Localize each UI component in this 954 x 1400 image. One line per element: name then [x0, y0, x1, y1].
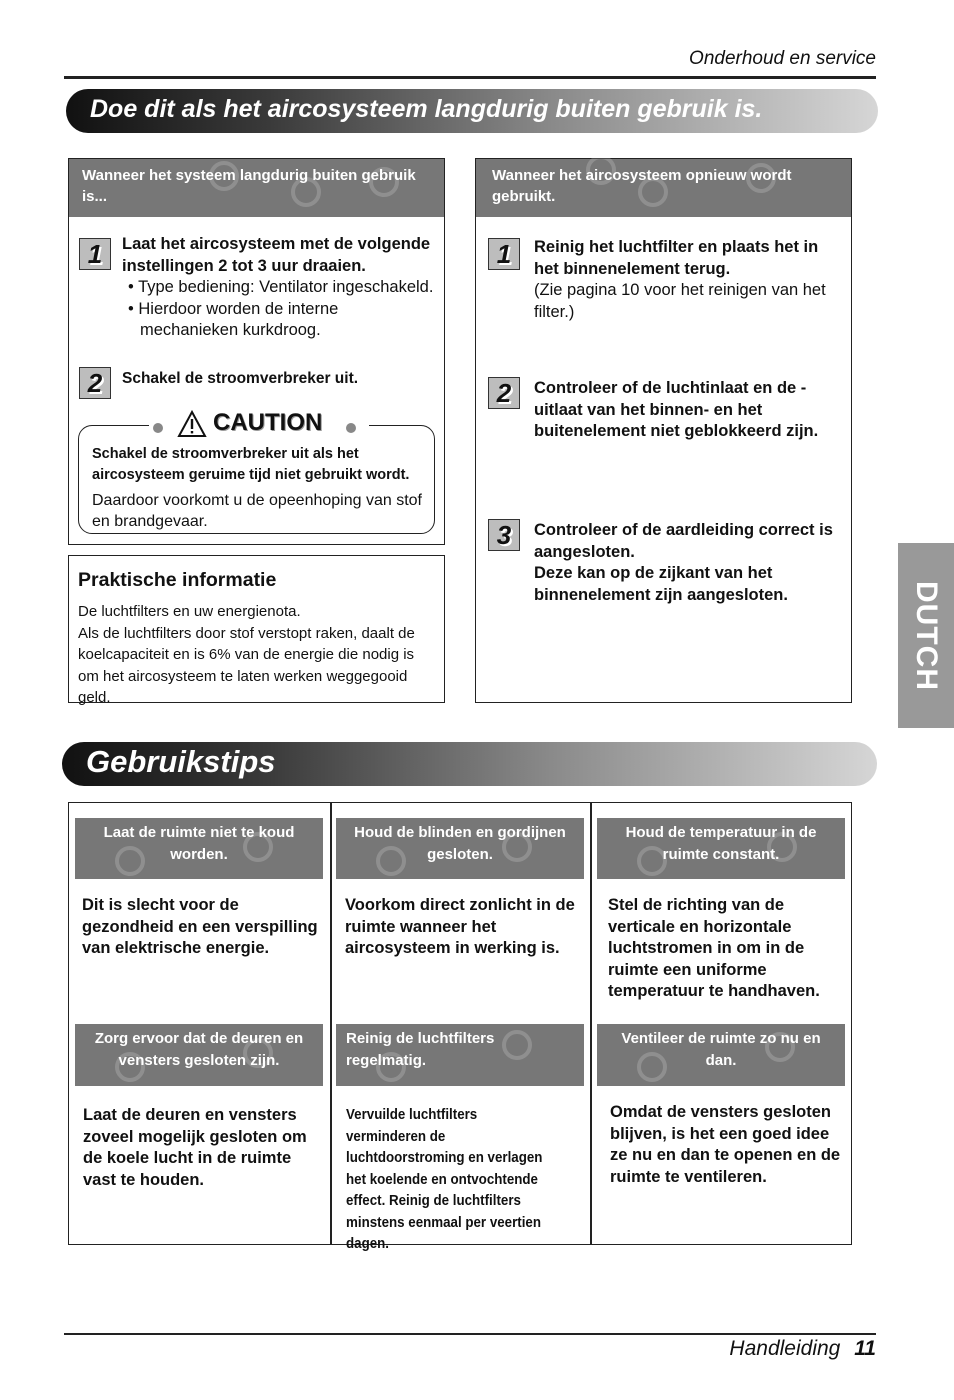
- step-2-text: Controleer of de luchtinlaat en de -uitlaat van het binnen- en het buitenelement niet geblokkeerd zijn.: [534, 379, 819, 440]
- tip-heading: [597, 1024, 845, 1086]
- tip-heading: [75, 1024, 323, 1086]
- tip-heading-text: Houd de temperatuur in de ruimte constant.: [625, 824, 817, 863]
- tip-heading: [75, 818, 323, 879]
- grid-divider: [590, 803, 592, 1244]
- step-3-text: Deze kan op de zijkant van het binnenelement zijn aangesloten.: [534, 564, 788, 604]
- swirl-decoration-icon: [115, 846, 145, 876]
- caution-box: [78, 409, 435, 534]
- step-1-note: (Zie pagina 10 voor het reinigen van het filter.): [534, 281, 826, 321]
- tip-text: Stel de richting van de verticale en horizontale luchtstromen in om in de ruimte een uniforme temperatuur te handhaven.: [608, 896, 820, 1000]
- caution-label-area: [149, 408, 369, 442]
- step-number-1: 1: [488, 238, 520, 270]
- tips-banner: [62, 742, 877, 786]
- footer: [729, 1337, 876, 1361]
- info-title: Praktische informatie: [78, 569, 277, 591]
- tip-text: Voorkom direct zonlicht in de ruimte wanneer het aircosysteem in werking is.: [345, 896, 575, 957]
- language-tab: [898, 543, 954, 728]
- header-rule: [64, 76, 876, 79]
- step-number-1: 1: [79, 238, 111, 270]
- step-number-2: 2: [488, 377, 520, 409]
- box-heading: [69, 159, 444, 217]
- section-title: Onderhoud en service: [689, 48, 876, 69]
- tip-text: Dit is slecht voor de gezondheid en een verspilling van elektrische energie.: [82, 896, 318, 957]
- step-3: [534, 520, 834, 606]
- tip-text: Vervuilde luchtfilters verminderen de luchtdoorstroming en verlagen het koelende en ontvochtende effect. Reinig de luchtfilters minstens eenmaal per veertien dagen.: [346, 1107, 543, 1252]
- caution-label: CAUTION: [213, 409, 323, 436]
- step-1: [534, 237, 834, 323]
- box-heading-text: Wanneer het aircosysteem opnieuw wordt gebruikt.: [492, 167, 792, 205]
- box-heading-text: Wanneer het systeem langdurig buiten gebruik is...: [82, 167, 416, 205]
- swirl-decoration-icon: [502, 1030, 532, 1060]
- bullet-dot-icon: [346, 423, 356, 433]
- tip-heading-text: Zorg ervoor dat de deuren en vensters gesloten zijn.: [94, 1030, 304, 1069]
- step-1-bullet: • Type bediening: Ventilator ingeschakeld.: [128, 278, 434, 296]
- step-2-text: Schakel de stroomverbreker uit.: [122, 370, 359, 387]
- tip-text: Omdat de vensters gesloten blijven, is het een goed idee ze nu en dan te openen en de ruimte te ventileren.: [610, 1103, 841, 1186]
- caution-bold-text: Schakel de stroomverbreker uit als het aircosysteem geruime tijd niet gebruikt wordt.: [92, 446, 410, 483]
- step-number-2: 2: [79, 367, 111, 399]
- info-line: De luchtfilters en uw energienota.: [78, 603, 301, 620]
- swirl-decoration-icon: [376, 846, 406, 876]
- swirl-decoration-icon: [637, 1052, 667, 1082]
- page-number: 11: [854, 1337, 876, 1360]
- step-1-text: Reinig het luchtfilter en plaats het in het binnenelement terug.: [534, 238, 819, 278]
- bullet-dot-icon: [153, 423, 163, 433]
- practical-info-box: [68, 555, 445, 706]
- tip-text: Laat de deuren en vensters zoveel mogelijk gesloten om de koele lucht in de ruimte vast te houden.: [83, 1106, 307, 1189]
- step-3-text: Controleer of de aardleiding correct is aangesloten.: [534, 521, 833, 561]
- step-1-bullet: • Hierdoor worden de interne mechanieken kurkdroog.: [128, 299, 339, 339]
- step-1: [122, 234, 440, 342]
- tip-heading: [597, 818, 845, 879]
- step-1-text: Laat het aircosysteem met de volgende instellingen 2 tot 3 uur draaien.: [122, 235, 431, 275]
- tips-grid: [68, 802, 852, 1252]
- section-banner: [66, 89, 878, 133]
- footer-label: Handleiding: [729, 1337, 841, 1360]
- info-line: Als de luchtfilters door stof verstopt raken, daalt de koelcapaciteit en is 6% van de energie die nodig is om het aircosysteem te laten werken weggegooid geld.: [78, 624, 415, 706]
- box-heading: [476, 159, 851, 217]
- grid-divider: [330, 803, 332, 1244]
- info-text: [78, 601, 438, 709]
- tip-heading-text: Ventileer de ruimte zo nu en dan.: [621, 1030, 821, 1069]
- step-number-3: 3: [488, 519, 520, 551]
- tip-heading-text: Laat de ruimte niet te koud worden.: [103, 824, 295, 863]
- footer-rule: [64, 1333, 876, 1335]
- tip-heading-text: Houd de blinden en gordijnen gesloten.: [354, 824, 566, 863]
- tip-heading: [336, 818, 584, 879]
- banner-title: Doe dit als het aircosysteem langdurig buiten gebruik is.: [90, 95, 763, 123]
- warning-triangle-icon: [177, 410, 207, 438]
- tip-heading-text: Reinig de luchtfilters regelmatig.: [346, 1030, 495, 1069]
- tip-heading: [336, 1024, 584, 1086]
- language-tab-label: DUTCH: [910, 580, 943, 691]
- caution-text: Daardoor voorkomt u de opeenhoping van stof en brandgevaar.: [92, 492, 422, 530]
- reuse-box: [475, 158, 852, 703]
- tips-title: Gebruikstips: [86, 744, 276, 779]
